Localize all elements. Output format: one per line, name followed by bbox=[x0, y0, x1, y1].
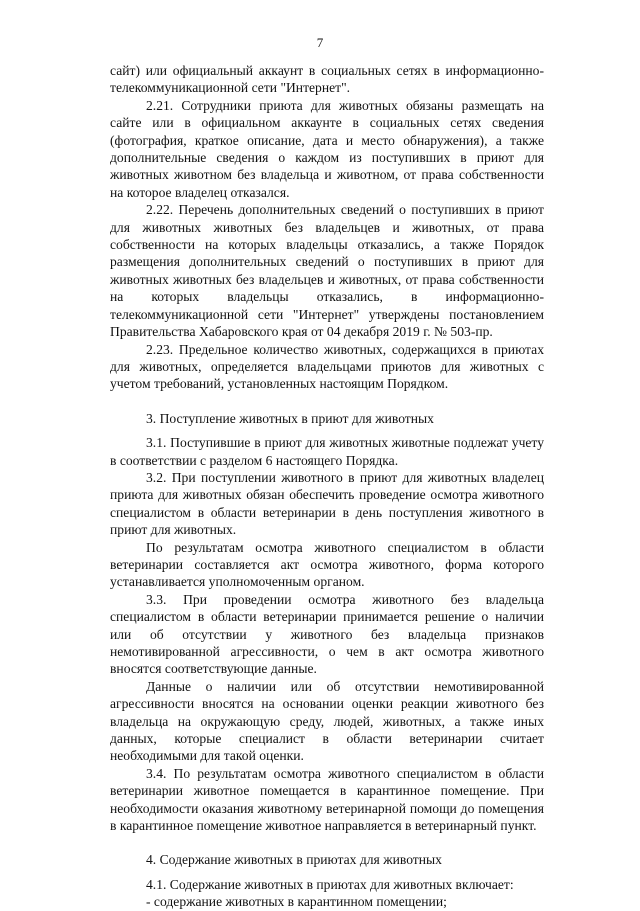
paragraph-3-2-act: По результатам осмотра животного специалистом в области ветеринарии составляется акт осмотра животного, форма которого устанавливается уполномоченным органом. bbox=[110, 539, 544, 590]
paragraph-2-21: 2.21. Сотрудники приюта для животных обязаны размещать на сайте или в официальном аккаунте в социальных сетях сведения (фотография, краткое описание, дата и место обнаружения), а также дополнительные сведения о каждом из поступивших в приют для животных животном без владельца и животном, от права собственности на которое владелец отказался. bbox=[110, 97, 544, 200]
section-4-heading: 4. Содержание животных в приютах для животных bbox=[146, 852, 442, 868]
section-3-heading: 3. Поступление животных в приют для животных bbox=[146, 410, 434, 426]
paragraph-2-23: 2.23. Предельное количество животных, содержащихся в приютах для животных, определяется владельцами приютов для животных с учетом требований, установленных настоящим Порядком. bbox=[110, 341, 544, 392]
paragraph-3-4: 3.4. По результатам осмотра животного специалистом в области ветеринарии животное помещается в карантинное помещение. При необходимости оказания животному ветеринарной помощи до помещения в карантинное помещение животное направляется в ветеринарный пункт. bbox=[110, 765, 544, 834]
paragraph-continuation: сайт) или официальный аккаунт в социальных сетях в информационно-телекоммуникационной сети "Интернет". bbox=[110, 63, 544, 96]
list-item-quarantine: - содержание животных в карантинном помещении; bbox=[146, 894, 447, 910]
paragraph-2-22: 2.22. Перечень дополнительных сведений о поступивших в приют для животных животных без владельцев и животных, от права собственности на которых владельцы отказались, а также Порядок размещения дополнительных сведений о поступивших в приют для животных животных без владельцев и животных, от права собственности на которых владельцы отказались, в информационно-телекоммуникационной сети "Интернет" утверждены постановлением Правительства Хабаровского края от 04 декабря 2019 г. № 503-пр. bbox=[110, 202, 544, 340]
page-number: 7 bbox=[316, 35, 324, 50]
paragraph-4-1: 4.1. Содержание животных в приютах для животных включает: bbox=[146, 876, 514, 892]
paragraph-3-3-aggression: Данные о наличии или об отсутствии немотивированной агрессивности вносятся на основании оценки реакции животного без владельца на окружающую среду, людей, животных, а также иных данных, которые специалист в области ветеринарии считает необходимыми для такой оценки. bbox=[110, 678, 544, 764]
heading-spacer bbox=[110, 427, 544, 434]
paragraph-3-3: 3.3. При проведении осмотра животного без владельца специалистом в области ветеринарии принимается решение о наличии или об отсутствии у животного без владельца признаков немотивированной агрессивности, о чем в акт осмотра животного вносятся соответствующие данные. bbox=[110, 591, 544, 677]
paragraph-3-1: 3.1. Поступившие в приют для животных животные подлежат учету в соответствии с разделом 6 настоящего Порядка. bbox=[110, 435, 544, 468]
heading-spacer bbox=[110, 869, 544, 876]
paragraph-3-2: 3.2. При поступлении животного в приют для животных владелец приюта для животных обязан обеспечить проведение осмотра животного специалистом в области ветеринарии в день поступления животного в приют для животных. bbox=[110, 469, 544, 538]
section-spacer bbox=[110, 834, 544, 851]
section-spacer bbox=[110, 393, 544, 410]
document-body bbox=[110, 62, 544, 911]
